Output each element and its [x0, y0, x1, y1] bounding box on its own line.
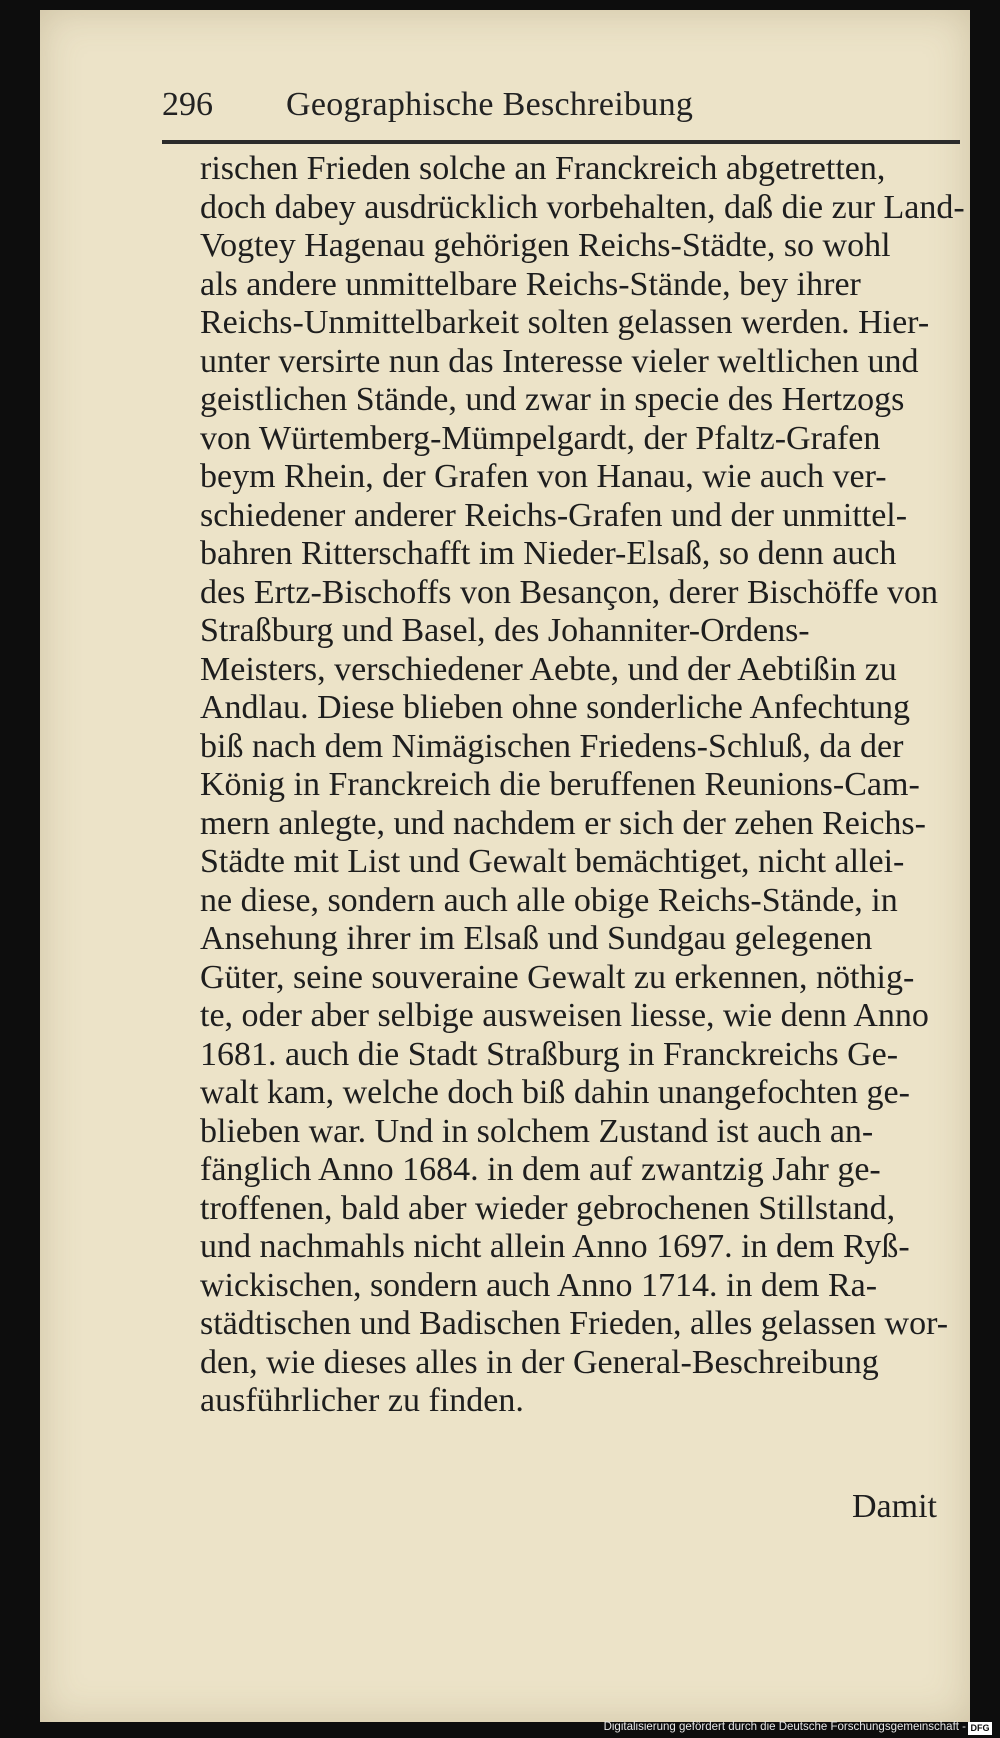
text-line: Güter, seine souveraine Gewalt zu erkennen, nöthig-: [200, 958, 915, 996]
header-rule: [162, 140, 960, 144]
running-head: Geographische Beschreibung: [286, 86, 694, 123]
text-line: Andlau. Diese blieben ohne sonderliche Anfechtung: [200, 689, 911, 726]
text-line: te, oder aber selbige ausweisen liesse, wie denn Anno: [200, 997, 929, 1034]
page-number: 296: [162, 86, 213, 123]
text-line: ne diese, sondern auch alle obige Reichs-Stände, in: [200, 881, 898, 919]
text-line: von Würtemberg-Mümpelgardt, der Pfaltz-Grafen: [200, 419, 881, 457]
text-line: troffenen, bald aber wieder gebrochenen Stillstand,: [200, 1189, 896, 1227]
text-line: walt kam, welche doch biß dahin unangefochten ge-: [200, 1074, 910, 1111]
text-line: rischen Frieden solche an Franckreich abgetretten,: [200, 150, 886, 187]
text-line: wickischen, sondern auch Anno 1714. in dem Ra-: [200, 1266, 878, 1304]
text-line: biß nach dem Nimägischen Friedens-Schluß, da der: [200, 727, 904, 765]
text-line: doch dabey ausdrücklich vorbehalten, daß die zur Land-: [200, 188, 965, 226]
text-line: mern anlegte, und nachdem er sich der zehen Reichs-: [200, 804, 926, 842]
text-line: blieben war. Und in solchem Zustand ist auch an-: [200, 1112, 874, 1150]
text-line: König in Franckreich die beruffenen Reunions-Cam-: [200, 766, 920, 803]
text-line: unter versirte nun das Interesse vieler weltlichen und: [200, 342, 919, 380]
body-text: [200, 150, 970, 1421]
text-line: Städte mit List und Gewalt bemächtiget, nicht allei-: [200, 843, 905, 880]
text-line: 1681. auch die Stadt Straßburg in Franckreichs Ge-: [200, 1035, 899, 1073]
text-line: Straßburg und Basel, des Johanniter-Ordens-: [200, 612, 810, 649]
text-line: städtischen und Badischen Frieden, alles gelassen wor-: [200, 1305, 949, 1342]
catchword: Damit: [852, 1488, 937, 1525]
page-header: [162, 78, 972, 134]
text-line: Reichs-Unmittelbarkeit solten gelassen werden. Hier-: [200, 304, 930, 341]
text-line: und nachmahls nicht allein Anno 1697. in dem Ryß-: [200, 1228, 910, 1265]
text-line: des Ertz-Bischoffs von Besançon, derer Bischöffe von: [200, 573, 939, 611]
text-line: als andere unmittelbare Reichs-Stände, bey ihrer: [200, 265, 861, 303]
text-line: Ansehung ihrer im Elsaß und Sundgau gelegenen: [200, 920, 873, 957]
text-line: den, wie dieses alles in der General-Beschreibung: [200, 1343, 879, 1381]
footer-credit: Digitalisierung gefördert durch die Deutsche Forschungsgemeinschaft -: [603, 1721, 966, 1733]
text-line: schiedener anderer Reichs-Grafen und der unmittel-: [200, 496, 908, 534]
book-page: [40, 10, 970, 1722]
text-line: fänglich Anno 1684. in dem auf zwantzig Jahr ge-: [200, 1151, 881, 1188]
text-line: ausführlicher zu finden.: [200, 1382, 524, 1419]
text-line: geistlichen Stände, und zwar in specie des Hertzogs: [200, 381, 905, 418]
dfg-logo: DFG: [968, 1722, 992, 1735]
text-line: bahren Ritterschafft im Nieder-Elsaß, so denn auch: [200, 535, 897, 572]
text-line: beym Rhein, der Grafen von Hanau, wie auch ver-: [200, 458, 887, 495]
text-line: Vogtey Hagenau gehörigen Reichs-Städte, so wohl: [200, 227, 891, 264]
text-line: Meisters, verschiedener Aebte, und der Aebtißin zu: [200, 650, 897, 688]
